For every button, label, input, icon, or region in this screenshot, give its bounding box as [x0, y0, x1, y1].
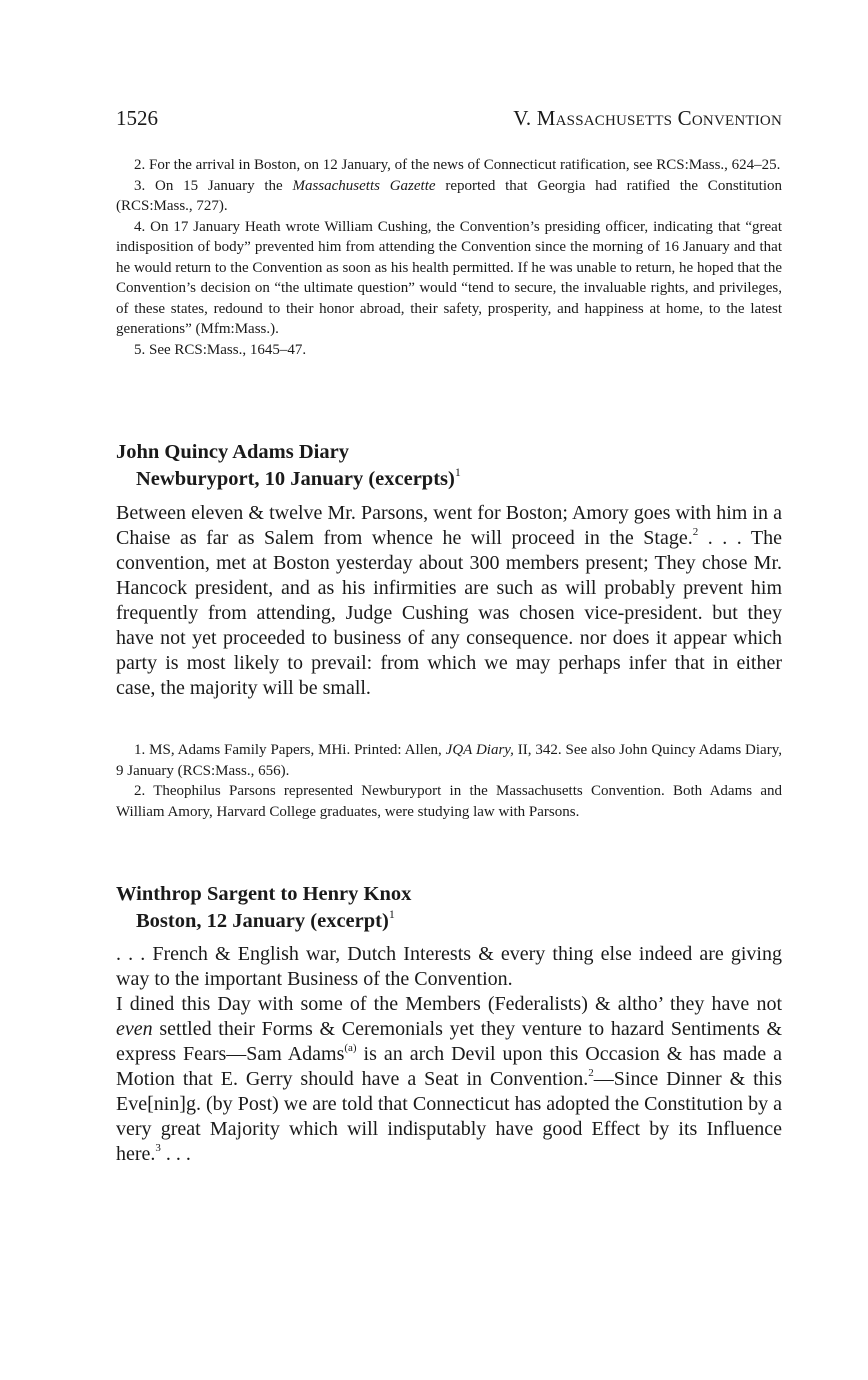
section-heading: John Quincy Adams Diary Newburyport, 10 January (excerpts)$^1$ [116, 441, 461, 490]
running-head [116, 106, 782, 131]
jqa-footnotes [116, 740, 782, 822]
section-sargent-letter [116, 881, 782, 935]
letter-paragraph: I dined this Day with some of the Members (Federalists) & altho’ they have not even settled their Forms & Ceremonials yet they venture to hazard Sentiments & express Fears—Sam Adams$^{(a)}$ is an arch Devil upon this Occasion & has made a Motion that E. Gerry should have a Seat in Convention.$^2$—Since Dinner & this Eve[nin]g. (by Post) we are told that Connecticut has adopted the Constitution by a very great Majority which will indisputably have good Effect by its Influence here.$^3$ . . . [116, 993, 783, 1165]
footnote-2: 2. Theophilus Parsons represented Newburyport in the Massachusetts Convention. Both Adams and William Amory, Harvard College graduates, were studying law with Parsons. [116, 783, 782, 820]
document-text: Between eleven & twelve Mr. Parsons, went for Boston; Amory goes with him in a Chaise as far as Salem from whence he will proceed in the Stage.$^2$ . . . The convention, met at Boston yesterday about 300 members present; They chose Mr. Hancock president, and as his infirmities are such as will probably prevent him frequently from attending, Judge Cushing was chosen vice-president. but they have not yet proceeded to business of any consequence. nor does it appear which party is most likely to prevail: from which we may perhaps infer that in either case, the majority will be small. [116, 502, 782, 699]
running-title: V. Massachusetts Convention [513, 106, 782, 130]
section-heading: Winthrop Sargent to Henry Knox Boston, 12 January (excerpt)$^1$ [116, 883, 412, 932]
footnote-4: 4. On 17 January Heath wrote William Cushing, the Convention’s presiding officer, indicating that “great indisposition of body” prevented him from attending the Convention since the morning of 16 January and that he would return to the Convention as soon as his health permitted. If he was unable to return, he hoped that the Convention’s decision on “the ultimate question” would “tend to secure, the invaluable rights, and privileges, of these states, redound to their honor abroad, their safety, prosperity, and happiness at home, to the latest generations” (Mfm:Mass.). [116, 218, 782, 337]
sargent-letter-body [116, 942, 782, 1167]
top-footnotes [116, 155, 782, 360]
footnote-2: 2. For the arrival in Boston, on 12 January, of the news of Connecticut ratification, see RCS:Mass., 624–25. [134, 157, 781, 173]
page-number: 1526 [116, 106, 158, 130]
footnote-1: 1. MS, Adams Family Papers, MHi. Printed: Allen, JQA Diary, II, 342. See also John Quincy Adams Diary, 9 January (RCS:Mass., 656). [116, 742, 782, 779]
footnote-5: 5. See RCS:Mass., 1645–47. [134, 341, 307, 358]
footnote-3: 3. On 15 January the Massachusetts Gazette reported that Georgia had ratified the Constitution (RCS:Mass., 727). [116, 177, 782, 214]
jqa-diary-body [116, 501, 782, 701]
letter-paragraph: . . . French & English war, Dutch Interests & every thing else indeed are giving way to the important Business of the Convention. [116, 943, 782, 990]
section-jqa-diary [116, 439, 782, 493]
